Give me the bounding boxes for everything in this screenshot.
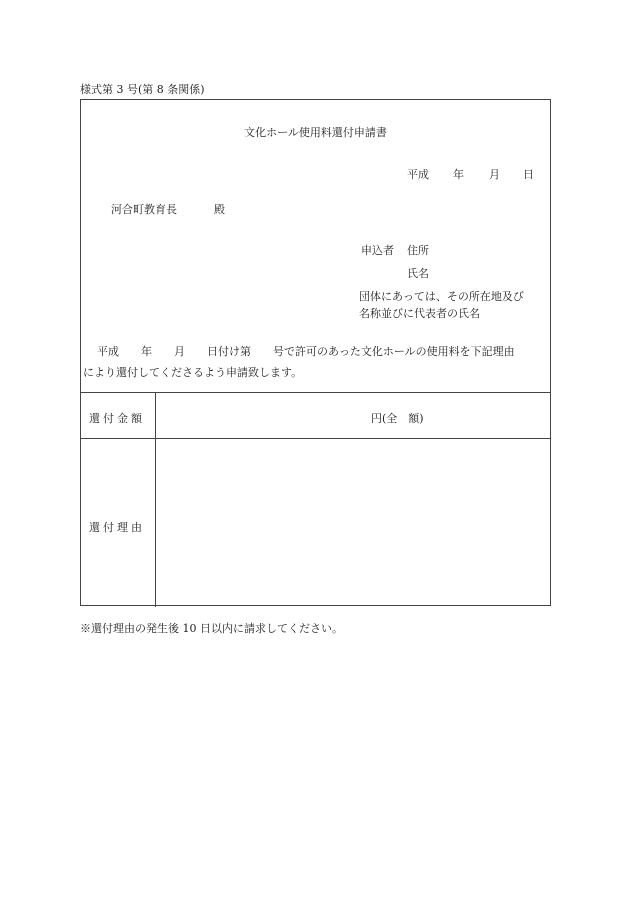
- org-note-line: 団体にあっては、その所在地及び: [359, 290, 524, 303]
- refund-reason-label: 還付理由: [89, 521, 145, 534]
- table-divider: [81, 392, 550, 393]
- address-label: 住所: [407, 244, 429, 257]
- recipient-honorific: 殿: [214, 203, 225, 216]
- footnote: ※還付理由の発生後 10 日以内に請求してください。: [80, 622, 343, 635]
- application-form: [80, 99, 551, 606]
- name-label: 氏名: [407, 267, 429, 280]
- date-era: 平成: [407, 168, 429, 181]
- form-number: 様式第 3 号(第 8 条関係): [80, 83, 205, 96]
- body-text-line: 平成 年 月 日付け第 号で許可のあった文化ホールの使用料を下記理由: [97, 345, 515, 358]
- refund-amount-label: 還付金額: [89, 412, 145, 425]
- applicant-label: 申込者: [361, 244, 394, 257]
- date-month: 月: [489, 168, 500, 181]
- form-title: 文化ホール使用料還付申請書: [244, 126, 387, 139]
- date-day: 日: [523, 168, 534, 181]
- table-divider: [81, 438, 550, 439]
- date-year: 年: [453, 168, 464, 181]
- refund-amount-value: 円(全 額): [371, 412, 424, 425]
- org-note-line: 名称並びに代表者の氏名: [359, 307, 480, 320]
- recipient: 河合町教育長: [111, 203, 177, 216]
- table-column-divider: [155, 392, 156, 607]
- body-text-line: により還付してくださるよう申請致します。: [83, 366, 303, 379]
